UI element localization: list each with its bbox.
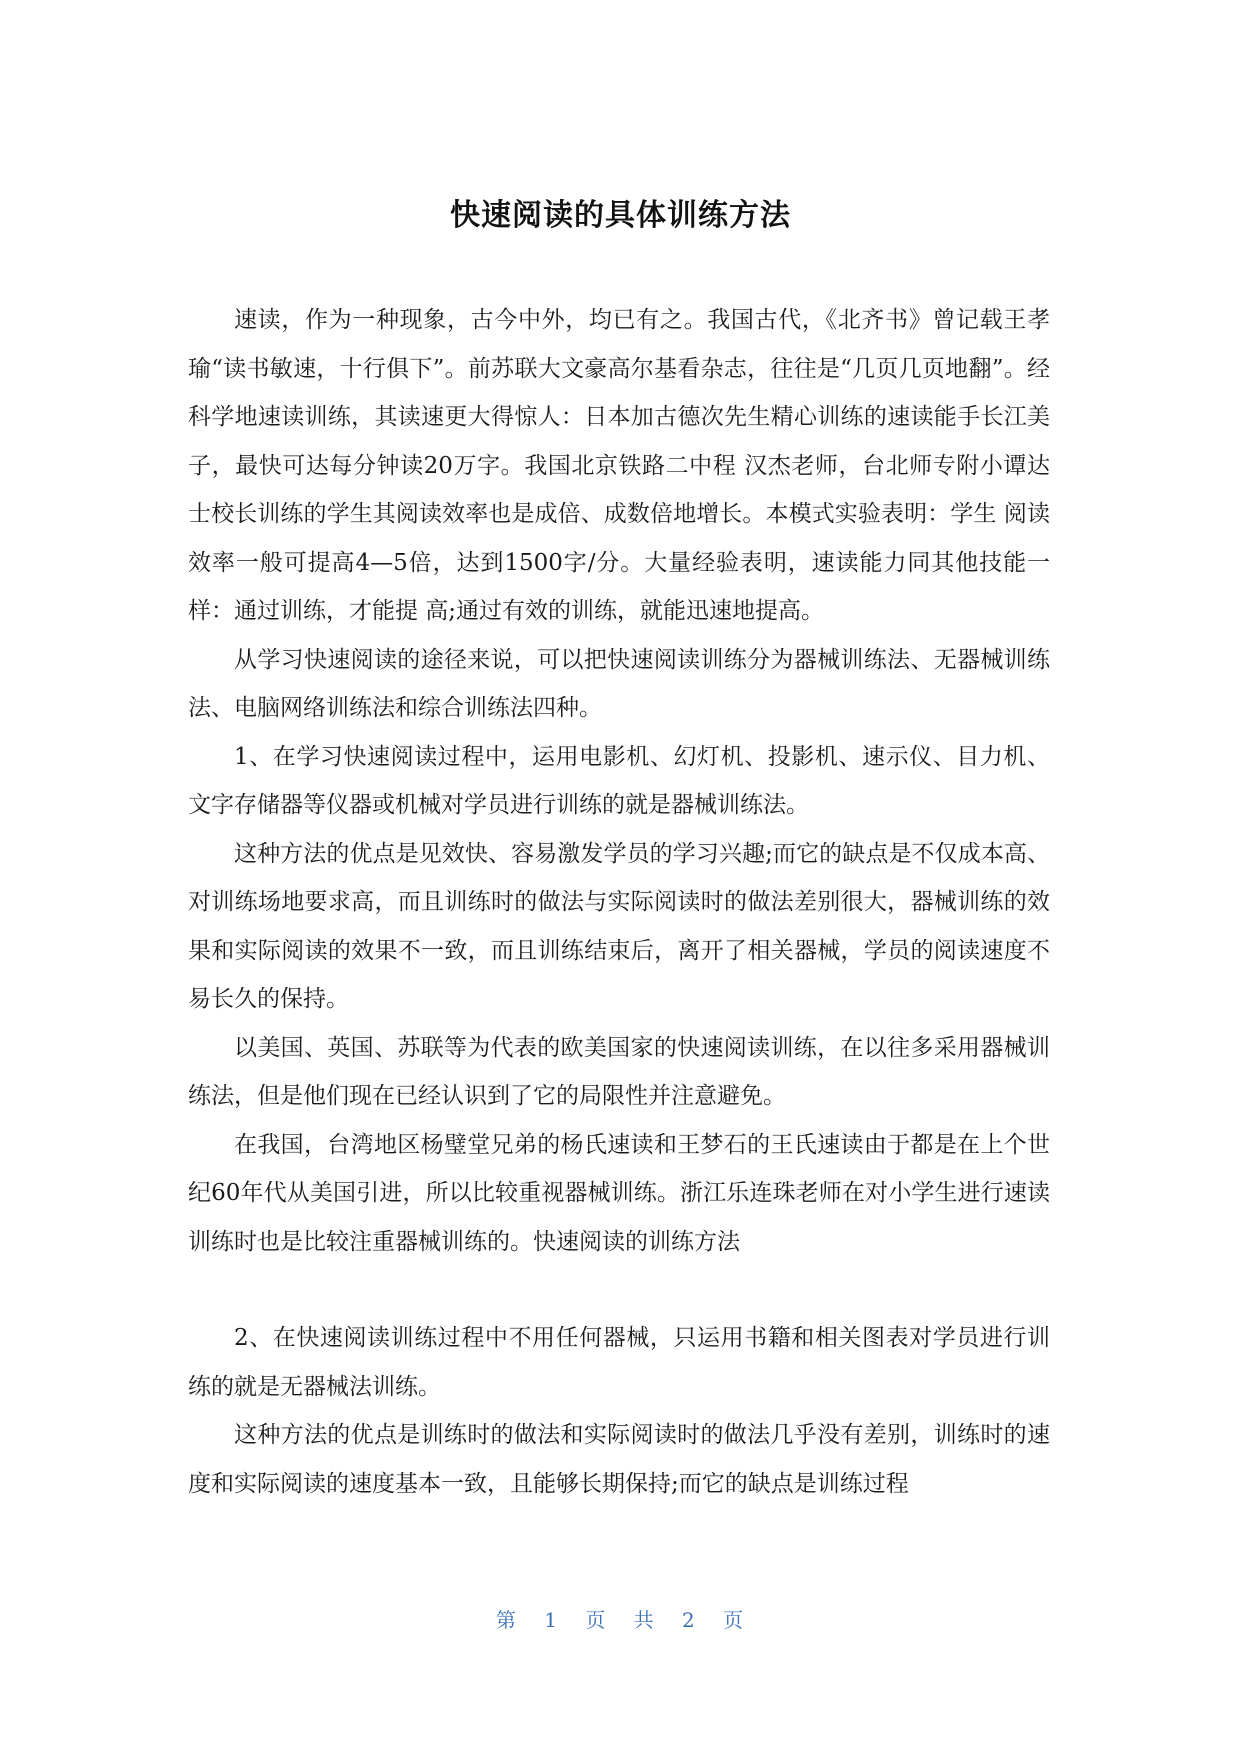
document-body [188,296,1050,1508]
paragraph: 速读，作为一种现象，古今中外，均已有之。我国古代，《北齐书》曾记载王孝瑜“读书敏速，十行俱下”。前苏联大文豪高尔基看杂志，往往是“几页几页地翻”。经科学地速读训练，其读速更大得惊人：日本加古德次先生精心训练的速读能手长江美子，最快可达每分钟读20万字。我国北京铁路二中程 汉杰老师，台北师专附小谭达士校长训练的学生其阅读效率也是成倍、成数倍地增长。本模式实验表明：学生 阅读效率一般可提高4—5倍，达到1500字/分。大量经验表明，速读能力同其他技能一样：通过训练，才能提 高;通过有效的训练，就能迅速地提高。 [188,307,1050,624]
paragraph: 1、在学习快速阅读过程中，运用电影机、幻灯机、投影机、速示仪、目力机、文字存储器等仪器或机械对学员进行训练的就是器械训练法。 [188,743,1050,818]
document-title: 快速阅读的具体训练方法 [450,198,791,233]
paragraph: 以美国、英国、苏联等为代表的欧美国家的快速阅读训练，在以往多采用器械训练法，但是他们现在已经认识到了它的局限性并注意避免。 [188,1034,1050,1109]
paragraph: 从学习快速阅读的途径来说，可以把快速阅读训练分为器械训练法、无器械训练法、电脑网络训练法和综合训练法四种。 [188,646,1050,721]
page-number-footer: 第 1 页 共 2 页 [495,1608,746,1632]
paragraph: 在我国，台湾地区杨璧堂兄弟的杨氏速读和王梦石的王氏速读由于都是在上个世纪60年代从美国引进，所以比较重视器械训练。浙江乐连珠老师在对小学生进行速读训练时也是比较注重器械训练的。快速阅读的训练方法 [188,1131,1050,1255]
paragraph: 2、在快速阅读训练过程中不用任何器械，只运用书籍和相关图表对学员进行训练的就是无器械法训练。 [188,1325,1050,1400]
paragraph: 这种方法的优点是训练时的做法和实际阅读时的做法几乎没有差别，训练时的速度和实际阅读的速度基本一致，且能够长期保持;而它的缺点是训练过程 [188,1422,1050,1497]
paragraph: 这种方法的优点是见效快、容易激发学员的学习兴趣;而它的缺点是不仅成本高、对训练场地要求高，而且训练时的做法与实际阅读时的做法差别很大，器械训练的效果和实际阅读的效果不一致，而且训练结束后，离开了相关器械，学员的阅读速度不易长久的保持。 [188,840,1050,1012]
